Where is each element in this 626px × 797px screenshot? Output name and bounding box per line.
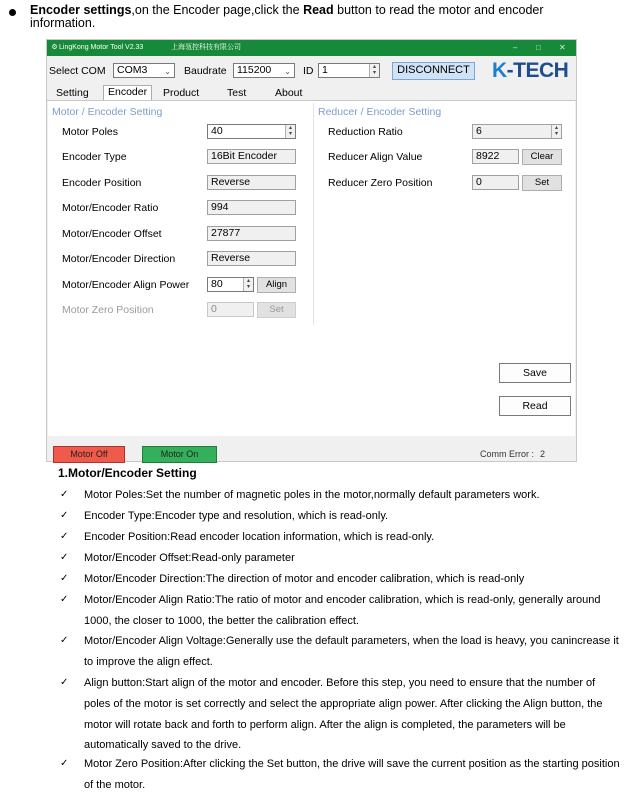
check-icon: ✓ — [60, 552, 69, 563]
reducer-align-label: Reducer Align Value — [328, 151, 423, 163]
app-gear-icon: ⚙ — [51, 44, 58, 51]
reducer-set-button[interactable]: Set — [522, 175, 562, 191]
heading-bold-read: Read — [303, 3, 334, 17]
disconnect-button[interactable]: DISCONNECT — [392, 62, 475, 80]
minimize-icon[interactable]: – — [513, 43, 518, 52]
reducer-align-field: 8922 — [472, 149, 519, 164]
encoder-position-label: Encoder Position — [62, 177, 142, 189]
encoder-type-field: 16Bit Encoder — [207, 149, 296, 164]
list-item: ✓ Align button:Start align of the motor and encoder. Before this step, you need to ensure that the number of poles of the motor is set correctly and select the appropriate align power. After clicking the Align button, the motor will rotate back and forth to perform align. After the align is completed, the parameters will be automatically saved to the drive. — [58, 673, 624, 757]
heading-text-2: button to read the motor and encoder information. — [30, 3, 544, 30]
list-item: ✓ Motor/Encoder Align Voltage:Generally use the default parameters, when the load is heavy, you canincrease it to improve the align effect. — [58, 631, 624, 673]
list-item: ✓ Encoder Position:Read encoder location information, which is read-only. — [58, 527, 624, 548]
motor-zero-field: 0 — [207, 302, 254, 317]
com-select[interactable]: COM3 ⌄ — [113, 63, 175, 78]
comm-error-label: Comm Error : — [480, 449, 534, 459]
check-icon: ✓ — [60, 510, 69, 521]
align-button[interactable]: Align — [257, 277, 296, 293]
motor-poles-input[interactable]: 40 ▴ ▾ — [207, 124, 296, 139]
tab-encoder[interactable]: Encoder — [103, 85, 152, 101]
tab-product[interactable]: Product — [163, 87, 200, 99]
list-item: ✓ Motor/Encoder Direction:The direction of motor and encoder calibration, which is read-only — [58, 569, 624, 590]
tab-about[interactable]: About — [275, 87, 303, 99]
check-icon: ✓ — [60, 758, 69, 769]
spinner-icon[interactable]: ▴ ▾ — [243, 278, 253, 291]
align-power-input[interactable]: 80 ▴ ▾ — [207, 277, 254, 292]
id-label: ID — [303, 65, 314, 77]
encoder-position-field: Reverse — [207, 175, 296, 190]
ratio-field: 994 — [207, 200, 296, 215]
motor-poles-label: Motor Poles — [62, 126, 119, 138]
list-item: ✓ Motor/Encoder Align Ratio:The ratio of motor and encoder calibration, which is read-only, generally around 1000, the closer to 1000, the better the calibration effect. — [58, 590, 624, 632]
list-item: ✓ Encoder Type:Encoder type and resolution, which is read-only. — [58, 506, 624, 527]
direction-label: Motor/Encoder Direction — [62, 253, 176, 265]
offset-label: Motor/Encoder Offset — [62, 228, 162, 240]
check-icon: ✓ — [60, 531, 69, 542]
direction-field: Reverse — [207, 251, 296, 266]
list-item: ✓ Motor Zero Position:After clicking the Set button, the drive will save the current position as the starting position of the motor. — [58, 754, 624, 796]
ratio-label: Motor/Encoder Ratio — [62, 202, 159, 214]
motor-zero-set-button[interactable]: Set — [257, 302, 296, 318]
baudrate-select[interactable]: 115200 ⌄ — [233, 63, 295, 78]
maximize-icon[interactable]: □ — [536, 43, 541, 52]
spinner-icon[interactable]: ▴ ▾ — [369, 64, 379, 77]
company-name: 上海瓴控科技有限公司 — [171, 44, 241, 51]
app-title: ⚙LingKong Motor Tool V2.33 — [50, 40, 143, 56]
section-divider — [313, 103, 314, 325]
clear-button[interactable]: Clear — [522, 149, 562, 165]
align-power-label: Motor/Encoder Align Power — [62, 279, 190, 291]
reducer-zero-label: Reducer Zero Position — [328, 177, 433, 189]
motor-on-button[interactable]: Motor On — [142, 446, 217, 463]
comm-error-value: 2 — [540, 449, 546, 459]
motor-off-button[interactable]: Motor Off — [53, 446, 125, 463]
read-button[interactable]: Read — [499, 396, 571, 416]
heading-bullet — [9, 9, 16, 16]
chevron-down-icon: ⌄ — [164, 67, 171, 76]
app-window — [46, 39, 577, 462]
baudrate-label: Baudrate — [184, 65, 227, 77]
motor-section-title: Motor / Encoder Setting — [52, 106, 163, 118]
encoder-type-label: Encoder Type — [62, 151, 127, 163]
list-item: ✓ Motor Poles:Set the number of magnetic poles in the motor,normally default parameters work. — [58, 485, 624, 506]
spinner-icon[interactable]: ▴ ▾ — [551, 125, 561, 138]
title-bar — [47, 40, 576, 56]
check-icon: ✓ — [60, 594, 69, 605]
heading-bold-lead: Encoder settings — [30, 3, 132, 17]
list-item: ✓ Motor/Encoder Offset:Read-only parameter — [58, 548, 624, 569]
check-icon: ✓ — [60, 677, 69, 688]
motor-zero-label: Motor Zero Position — [62, 304, 154, 316]
reducer-section-title: Reducer / Encoder Setting — [318, 106, 442, 118]
id-input[interactable]: 1 ▴ ▾ — [318, 63, 380, 78]
check-icon: ✓ — [60, 489, 69, 500]
heading — [30, 4, 610, 30]
check-icon: ✓ — [60, 635, 69, 646]
encoder-panel — [48, 101, 575, 436]
heading-text-1: ,on the Encoder page,click the — [131, 3, 304, 17]
chevron-down-icon: ⌄ — [284, 67, 291, 76]
offset-field: 27877 — [207, 226, 296, 241]
section-title: 1.Motor/Encoder Setting — [58, 466, 197, 480]
tab-setting[interactable]: Setting — [56, 87, 89, 99]
spinner-icon[interactable]: ▴ ▾ — [285, 125, 295, 138]
k-tech-logo: K-TECH — [492, 59, 569, 82]
tab-test[interactable]: Test — [227, 87, 247, 99]
save-button[interactable]: Save — [499, 363, 571, 383]
close-icon[interactable]: ✕ — [559, 43, 566, 52]
reduction-ratio-label: Reduction Ratio — [328, 126, 403, 138]
select-com-label: Select COM — [49, 65, 106, 77]
check-icon: ✓ — [60, 573, 69, 584]
reduction-ratio-input[interactable]: 6 ▴ ▾ — [472, 124, 562, 139]
reducer-zero-field: 0 — [472, 175, 519, 190]
